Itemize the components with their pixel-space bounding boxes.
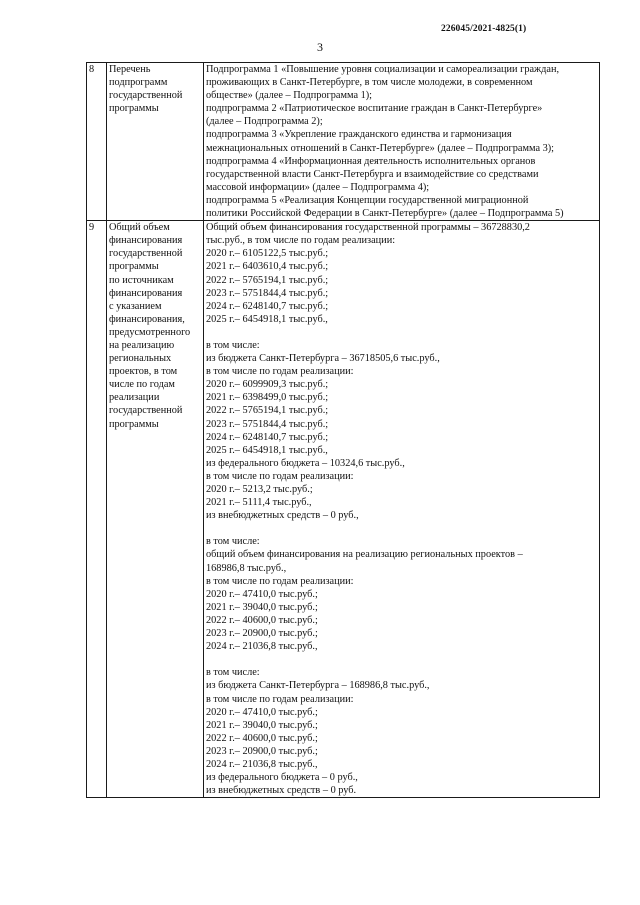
text-line: государственной	[109, 90, 183, 102]
row-content-subprograms	[204, 63, 600, 221]
text-line: в том числе по годам реализации:	[206, 366, 354, 378]
text-line	[206, 326, 597, 339]
page-number: 3	[317, 40, 323, 54]
text-line	[206, 522, 597, 535]
text-line: тыс.руб., в том числе по годам реализации:	[206, 235, 396, 247]
text-line: 2025 г.– 6454918,1 тыс.руб.,	[206, 444, 328, 456]
text-line: по источникам	[109, 274, 174, 286]
text-line: подпрограмм	[109, 77, 168, 89]
text-line: 2020 г.– 5213,2 тыс.руб.;	[206, 484, 313, 495]
text-line: в том числе:	[206, 667, 260, 679]
text-line: проживающих в Санкт-Петербурге, в том числе молодежи, в современном	[206, 77, 533, 89]
text-line: 2020 г.– 6099909,3 тыс.руб.;	[206, 379, 329, 391]
text-line: 2022 г.– 5765194,1 тыс.руб.;	[206, 405, 329, 417]
text-line: 2023 г.– 5751844,4 тыс.руб.;	[206, 287, 329, 299]
text-line: в том числе по годам реализации:	[206, 470, 354, 482]
text-line: в том числе:	[206, 339, 260, 351]
text-line: 2025 г.– 6454918,1 тыс.руб.,	[206, 313, 328, 325]
document-id: 226045/2021-4825(1)	[441, 24, 527, 34]
text-line: программы	[109, 103, 159, 115]
text-line: Перечень	[109, 64, 151, 75]
text-line: 168986,8 тыс.руб.,	[206, 562, 287, 574]
text-line: государственной	[109, 248, 183, 260]
text-line: подпрограмма 2 «Патриотическое воспитание граждан в Санкт-Петербурге»	[206, 103, 543, 115]
text-line: 2020 г.– 47410,0 тыс.руб.;	[206, 706, 318, 718]
text-line: проектов, в том	[109, 366, 178, 378]
text-line: 2020 г.– 47410,0 тыс.руб.;	[206, 588, 318, 600]
text-line: Общий объем финансирования государственной программы – 36728830,2	[206, 222, 530, 234]
row-label	[107, 221, 204, 798]
row-label	[107, 63, 204, 221]
text-line: из бюджета Санкт-Петербурга – 36718505,6 тыс.руб.,	[206, 353, 440, 365]
text-line: финансирования	[109, 287, 183, 299]
text-line: из федерального бюджета – 10324,6 тыс.руб.,	[206, 457, 405, 469]
row-number: 8	[87, 63, 107, 221]
table-row-9	[87, 221, 600, 798]
text-line: в том числе:	[206, 536, 260, 548]
row-number: 9	[87, 221, 107, 798]
text-line: 2022 г.– 40600,0 тыс.руб.;	[206, 614, 318, 626]
text-line: подпрограмма 5 «Реализация Концепции государственной миграционной	[206, 194, 529, 206]
text-line: программы	[109, 261, 159, 273]
text-line: 2020 г.– 6105122,5 тыс.руб.;	[206, 248, 329, 260]
text-line: 2024 г.– 6248140,7 тыс.руб.;	[206, 300, 329, 312]
text-line: (далее – Подпрограмма 2);	[206, 116, 323, 128]
text-line: на реализацию	[109, 339, 175, 351]
text-line: государственной	[109, 405, 183, 417]
text-line: подпрограмма 4 «Информационная деятельность исполнительных органов	[206, 155, 536, 167]
text-line: числе по годам	[109, 379, 175, 391]
text-line: реализации	[109, 392, 160, 404]
text-line: 2021 г.– 39040,0 тыс.руб.;	[206, 601, 318, 613]
text-line: 2024 г.– 21036,8 тыс.руб.,	[206, 758, 318, 770]
row-content-financing	[204, 221, 600, 798]
text-line: межнациональных отношений в Санкт-Петербурге» (далее – Подпрограмма 3);	[206, 142, 555, 154]
text-line: 2021 г.– 39040,0 тыс.руб.;	[206, 719, 318, 731]
text-line: 2023 г.– 20900,0 тыс.руб.;	[206, 628, 318, 640]
text-line: 2021 г.– 6403610,4 тыс.руб.;	[206, 261, 329, 273]
text-line: 2024 г.– 21036,8 тыс.руб.,	[206, 641, 318, 653]
text-line: финансирования	[109, 235, 183, 247]
text-line: 2021 г.– 5111,4 тыс.руб.,	[206, 497, 312, 509]
text-line: из федерального бюджета – 0 руб.,	[206, 772, 358, 784]
text-line: подпрограмма 3 «Укрепление гражданского единства и гармонизация	[206, 129, 512, 141]
text-line: 2023 г.– 20900,0 тыс.руб.;	[206, 745, 318, 757]
text-line: региональных	[109, 353, 172, 365]
text-line: из бюджета Санкт-Петербурга – 168986,8 тыс.руб.,	[206, 680, 430, 692]
text-line: общий объем финансирования на реализацию региональных проектов –	[206, 549, 523, 561]
text-line: из внебюджетных средств – 0 руб.,	[206, 510, 359, 522]
text-line: финансирования,	[109, 313, 185, 325]
text-line: 2021 г.– 6398499,0 тыс.руб.;	[206, 392, 329, 404]
text-line: обществе» (далее – Подпрограмма 1);	[206, 90, 373, 102]
text-line: государственной власти Санкт-Петербурга и взаимодействие со средствами	[206, 168, 539, 180]
text-line: массовой информации» (далее – Подпрограмма 4);	[206, 181, 430, 193]
text-line: в том числе по годам реализации:	[206, 693, 354, 705]
text-line: 2024 г.– 6248140,7 тыс.руб.;	[206, 431, 329, 443]
text-line: из внебюджетных средств – 0 руб.	[206, 785, 357, 797]
table-row-8	[87, 63, 600, 221]
text-line: политики Российской Федерации в Санкт-Петербурге» (далее – Подпрограмма 5)	[206, 208, 564, 220]
text-line: 2022 г.– 40600,0 тыс.руб.;	[206, 732, 318, 744]
program-passport-table	[86, 62, 600, 798]
text-line: 2022 г.– 5765194,1 тыс.руб.;	[206, 274, 329, 286]
text-line: Общий объем	[109, 222, 170, 234]
text-line: в том числе по годам реализации:	[206, 575, 354, 587]
text-line: с указанием	[109, 300, 162, 312]
text-line: предусмотренного	[109, 326, 191, 338]
text-line: программы	[109, 418, 159, 430]
text-line	[206, 653, 597, 666]
text-line: 2023 г.– 5751844,4 тыс.руб.;	[206, 418, 329, 430]
text-line: Подпрограмма 1 «Повышение уровня социализации и самореализации граждан,	[206, 64, 560, 75]
